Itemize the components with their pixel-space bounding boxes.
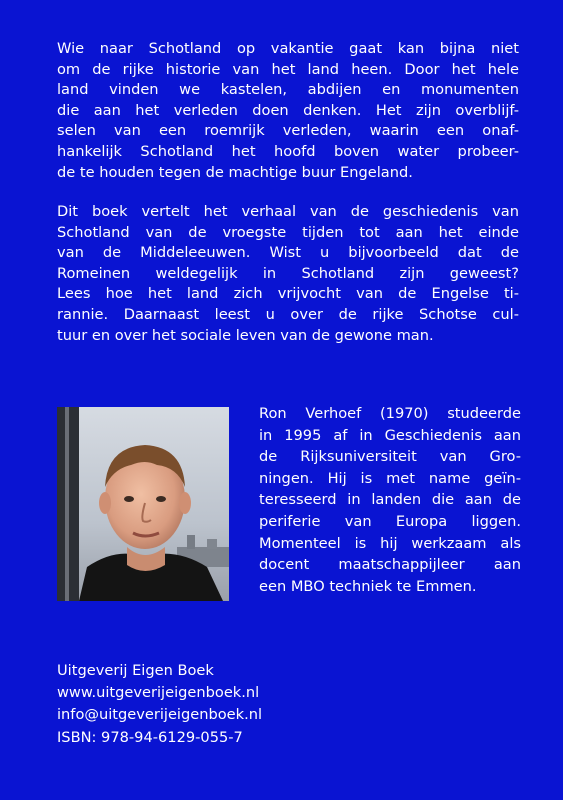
intro-line: selen van een roemrijk verleden, waarin een onaf- [57, 122, 519, 140]
bio-line: in 1995 af in Geschiedenis aan [259, 426, 521, 444]
bio-line: docent maatschappijleer aan [259, 556, 521, 574]
author-photo [57, 407, 229, 601]
intro-paragraph-1 [57, 39, 519, 183]
intro-line: Wie naar Schotland op vakantie gaat kan bijna niet [57, 40, 519, 57]
bio-line: Ron Verhoef (1970) studeerde [259, 405, 521, 422]
intro-line: om de rijke historie van het land heen. Door het hele [57, 60, 519, 78]
intro-line: Dit boek vertelt het verhaal van de geschiedenis van [57, 203, 519, 220]
intro-line: die aan het verleden doen denken. Het zijn overblijf- [57, 101, 519, 119]
intro-paragraph-2 [57, 202, 519, 346]
intro-line: land vinden we kastelen, abdijen en monumenten [57, 81, 519, 99]
intro-line: tuur en over het sociale leven van de gewone man. [57, 326, 434, 344]
publisher-website: www.uitgeverijeigenboek.nl [57, 684, 260, 702]
author-bio [259, 403, 521, 597]
publisher-info [57, 660, 357, 749]
intro-line: rannie. Daarnaast leest u over de rijke Schotse cul- [57, 305, 519, 323]
bio-line: periferie van Europa liggen. [259, 512, 521, 530]
bio-line: teresseerd in landen die aan de [259, 491, 521, 509]
intro-line: van de Middeleeuwen. Wist u bijvoorbeeld dat de [57, 244, 519, 262]
intro-line: Romeinen weldegelijk in Schotland zijn geweest? [57, 264, 519, 282]
intro-line: Schotland van de vroegste tijden tot aan het einde [57, 223, 519, 241]
intro-line: de te houden tegen de machtige buur Engeland. [57, 163, 413, 181]
intro-line: hankelijk Schotland het hoofd boven water probeer- [57, 142, 519, 160]
intro-line: Lees hoe het land zich vrijvocht van de Engelse ti- [57, 285, 519, 303]
publisher-email: info@uitgeverijeigenboek.nl [57, 706, 263, 724]
bio-line: ningen. Hij is met name geïn- [259, 469, 521, 487]
isbn: ISBN: 978-94-6129-055-7 [57, 728, 243, 746]
bio-line: Momenteel is hij werkzaam als [259, 534, 521, 552]
bio-line: een MBO techniek te Emmen. [259, 577, 477, 595]
bio-line: de Rijksuniversiteit van Gro- [259, 448, 521, 466]
publisher-name: Uitgeverij Eigen Boek [57, 662, 214, 679]
